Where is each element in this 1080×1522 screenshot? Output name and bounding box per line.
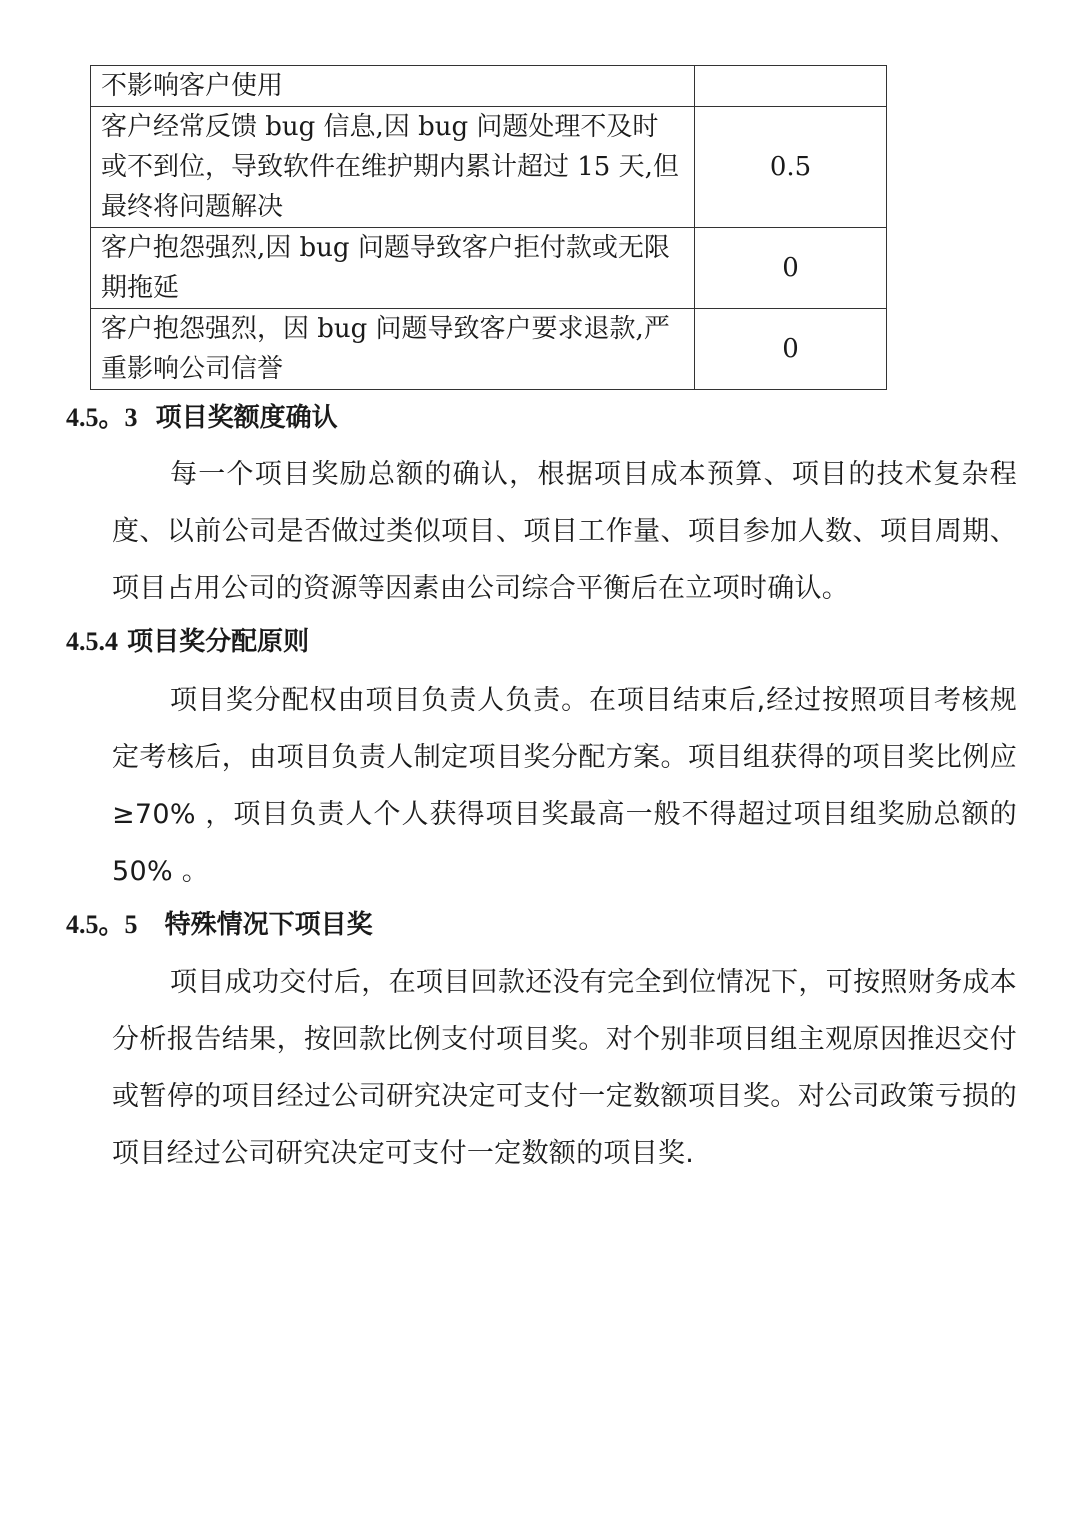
table-cell-score: 0.5: [695, 107, 887, 228]
section-title: 项目奖分配原则: [127, 627, 310, 657]
table-cell-score: 0: [695, 309, 887, 390]
table-cell-description: 客户经常反馈 bug 信息,因 bug 问题处理不及时或不到位，导致软件在维护期内累计超过 15 天,但最终将问题解决: [91, 107, 695, 228]
table-cell-description: 不影响客户使用: [91, 66, 695, 107]
table-cell-description: 客户抱怨强烈,因 bug 问题导致客户拒付款或无限期拖延: [91, 228, 695, 309]
table-row: [91, 228, 887, 309]
section-body: 每一个项目奖励总额的确认，根据项目成本预算、项目的技术复杂程度、以前公司是否做过类似项目、项目工作量、项目参加人数、项目周期、项目占用公司的资源等因素由公司综合平衡后在立项时确认。: [112, 459, 1017, 604]
section-body: 项目奖分配权由项目负责人负责。在项目结束后,经过按照项目考核规定考核后，由项目负责人制定项目奖分配方案。项目组获得的项目奖比例应≥70% ，项目负责人个人获得项目奖最高一般不得超过项目组奖励总额的 50% 。: [112, 685, 1017, 887]
table-row: [91, 66, 887, 107]
table-row: [91, 107, 887, 228]
section-number: 4.5。5: [66, 910, 138, 939]
section-number: 4.5。3: [66, 403, 138, 432]
section-body: 项目成功交付后，在项目回款还没有完全到位情况下，可按照财务成本分析报告结果，按回款比例支付项目奖。对个别非项目组主观原因推迟交付或暂停的项目经过公司研究决定可支付一定数额项目奖。对公司政策亏损的项目经过公司研究决定可支付一定数额的项目奖.: [112, 967, 1017, 1169]
section-heading: [66, 622, 309, 662]
section-title: 特殊情况下项目奖: [164, 910, 373, 940]
section-heading: [66, 398, 338, 438]
section-title: 项目奖额度确认: [155, 403, 338, 433]
score-table: [90, 65, 887, 390]
table-cell-score: [695, 66, 887, 107]
section-heading: [66, 905, 373, 945]
table-cell-score: 0: [695, 228, 887, 309]
table-cell-description: 客户抱怨强烈，因 bug 问题导致客户要求退款,严重影响公司信誉: [91, 309, 695, 390]
section-number: 4.5.4: [66, 627, 118, 656]
table-row: [91, 309, 887, 390]
